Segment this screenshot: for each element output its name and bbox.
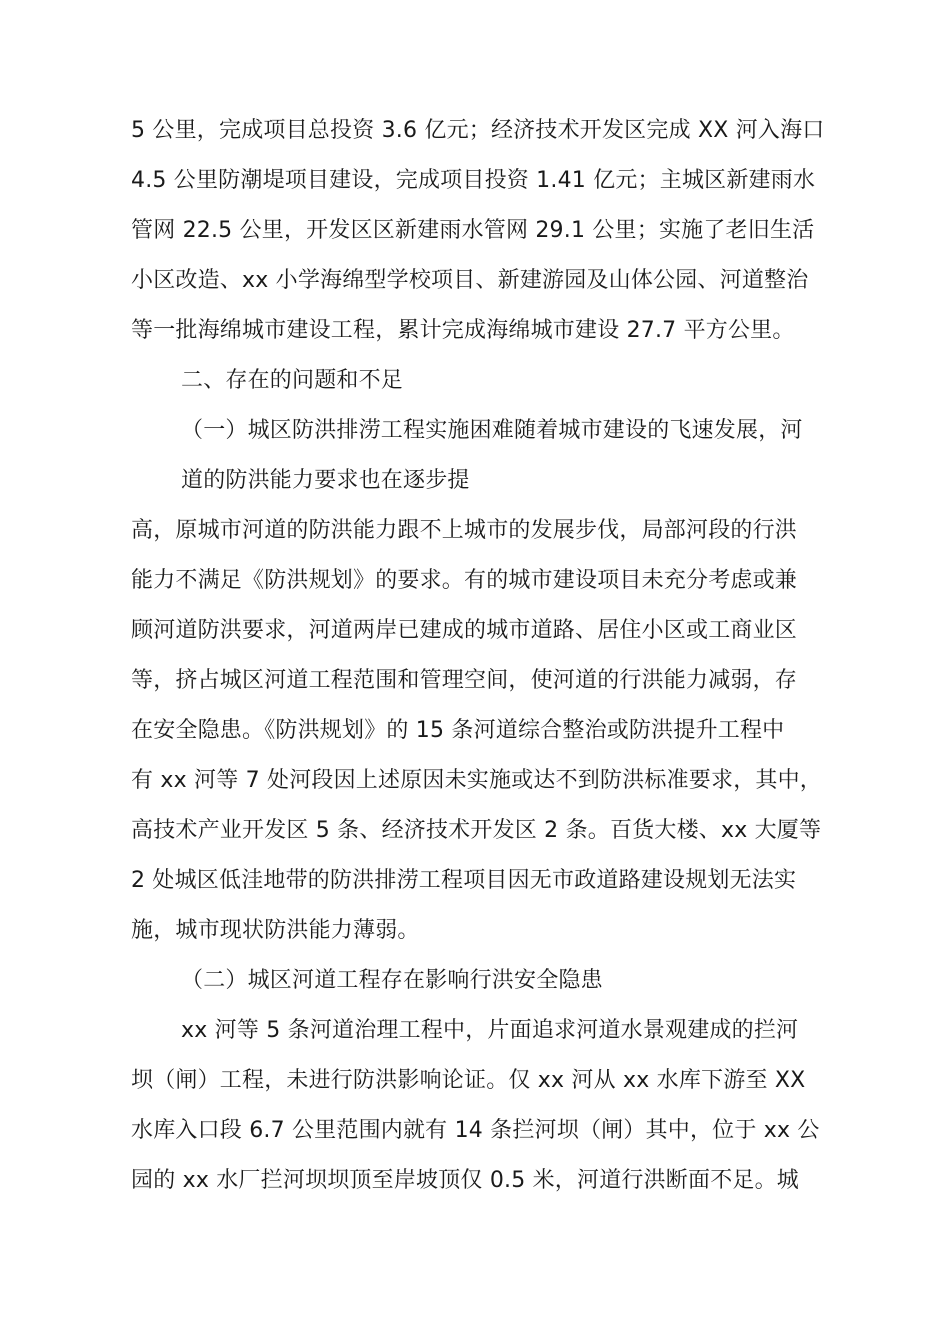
subsection-heading: （一）城区防洪排涝工程实施困难随着城市建设的飞速发展，河 xyxy=(181,418,803,443)
paragraph-line: 坝（闸）工程，未进行防洪影响论证。仅 xx 河从 xx 水库下游至 XX xyxy=(131,1068,806,1093)
paragraph-line: 施，城市现状防洪能力薄弱。 xyxy=(131,918,420,943)
paragraph-line: 高，原城市河道的防洪能力跟不上城市的发展步伐，局部河段的行洪 xyxy=(131,518,798,543)
paragraph-line: 等，挤占城区河道工程范围和管理空间，使河道的行洪能力减弱，存 xyxy=(131,668,798,693)
paragraph-line: 有 xx 河等 7 处河段因上述原因未实施或达不到防洪标准要求，其中， xyxy=(131,768,823,793)
paragraph-line: 4.5 公里防潮堤项目建设，完成项目投资 1.41 亿元；主城区新建雨水 xyxy=(131,168,816,193)
paragraph-line: 小区改造、xx 小学海绵型学校项目、新建游园及山体公园、河道整治 xyxy=(131,268,809,293)
paragraph-line: 园的 xx 水厂拦河坝坝顶至岸坡顶仅 0.5 米，河道行洪断面不足。城 xyxy=(131,1168,800,1193)
paragraph-first-line: xx 河等 5 条河道治理工程中，片面追求河道水景观建成的拦河 xyxy=(181,1018,799,1043)
subsection-heading-continued: 道的防洪能力要求也在逐步提 xyxy=(181,468,470,493)
section-heading: 二、存在的问题和不足 xyxy=(181,368,404,393)
subsection-heading: （二）城区河道工程存在影响行洪安全隐患 xyxy=(181,968,603,993)
paragraph-line: 等一批海绵城市建设工程，累计完成海绵城市建设 27.7 平方公里。 xyxy=(131,318,795,343)
paragraph-line: 管网 22.5 公里，开发区区新建雨水管网 29.1 公里；实施了老旧生活 xyxy=(131,218,815,243)
paragraph-line: 5 公里，完成项目总投资 3.6 亿元；经济技术开发区完成 XX 河入海口 xyxy=(131,118,825,143)
paragraph-line: 水库入口段 6.7 公里范围内就有 14 条拦河坝（闸）其中，位于 xx 公 xyxy=(131,1118,820,1143)
paragraph-line: 高技术产业开发区 5 条、经济技术开发区 2 条。百货大楼、xx 大厦等 xyxy=(131,818,822,843)
paragraph-line: 在安全隐患。《防洪规划》的 15 条河道综合整治或防洪提升工程中 xyxy=(131,718,785,743)
paragraph-line: 顾河道防洪要求，河道两岸已建成的城市道路、居住小区或工商业区 xyxy=(131,618,798,643)
paragraph-line: 2 处城区低洼地带的防洪排涝工程项目因无市政道路建设规划无法实 xyxy=(131,868,797,893)
paragraph-line: 能力不满足《防洪规划》的要求。有的城市建设项目未充分考虑或兼 xyxy=(131,568,798,593)
